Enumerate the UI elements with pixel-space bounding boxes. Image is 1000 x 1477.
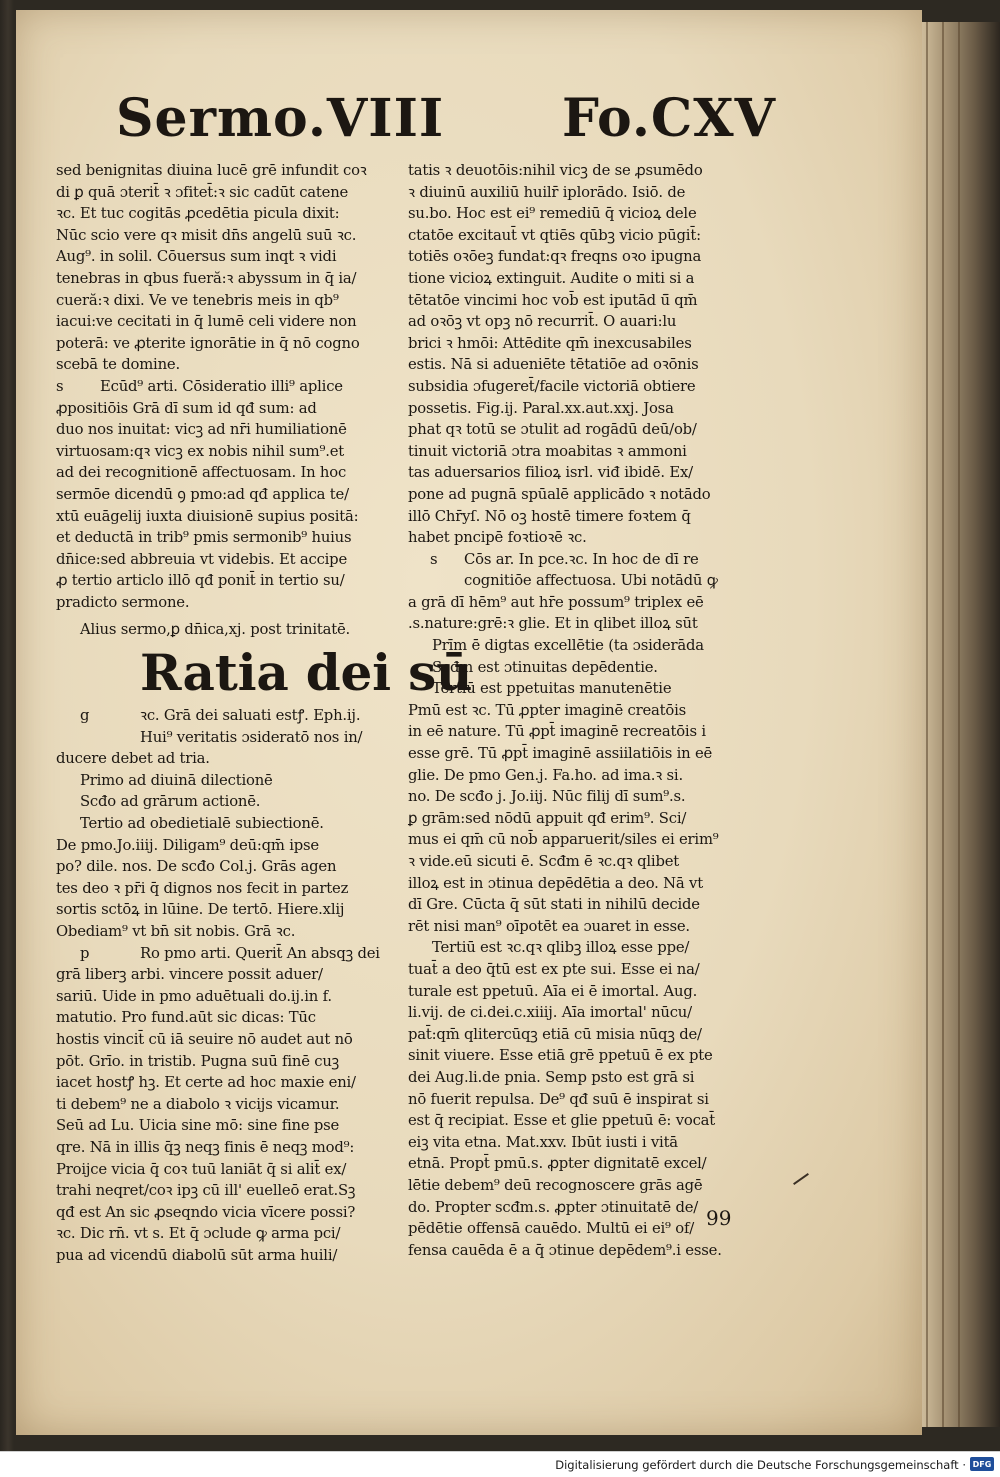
text-line: possetis. Fig.ij. Paral.xx.aut.xxj. Josa [408,399,674,417]
text-line: li.vij. de ci.dei.c.xiiij. Aīa imortal' nūcu/ [408,1004,692,1022]
text-line: sed benignitas diuina lucē grē infundit coꝛ [56,162,367,179]
folio-label: Fo.CXV [561,88,776,149]
text-line: eiꝫ vita etna. Mat.xxv. Ibūt iusti i vitā [408,1133,678,1151]
text-line: matutio. Pro fund.aūt sic dicas: Tūc [56,1009,316,1027]
text-line: ꝓ tertio articlo illō qđ ponit̄ in tertio su/ [56,572,345,590]
text-line: Obediam⁹ vt bn̄ sit nobis. Grā ꝛc. [56,923,296,940]
marginal-pen-stroke [793,1173,809,1185]
text-line: tuat̄ a deo q̄tū est ex pte sui. Esse ei na/ [408,960,700,978]
text-line: ꝛc. Grā dei saluati estꝭ. Eph.ij. [140,707,361,725]
list-item: Scđo ad grārum actionē. [80,793,261,811]
text-line: totiēs oꝛōeꝫ fundat:qꝛ freqns oꝛo ipugna [408,248,702,266]
text-line: ctatōe excitaut̄ vt qtiēs qūbꝫ vicio pūgit̄: [408,226,701,244]
page-edge-line [958,22,960,1427]
text-line: ꝛ vide.eū sicuti ē. Scđm ē ꝛc.qꝛ qlibet [408,853,680,870]
list-item: Prīm ē digtas excellētie (ta ɔsiderāda [432,637,704,655]
text-line: dei Aug.li.de pnia. Semp psto est grā si [408,1068,695,1086]
text-line: dī Gre. Cūcta q̄ sūt stati in nihilū decide [408,896,700,914]
text-line: sinit viuere. Esse etiā grē ppetuū ē ex pte [408,1047,713,1065]
text-line: poterā: ve ꝓterite ignorātie in q̄ nō cogno [56,334,360,352]
text-line: ꝛ diuinū auxiliū huilr̄ iplorādo. Isiō. de [408,183,686,201]
text-line: di ꝑ quā ɔterit̄ ꝛ ɔfitet̄:ꝛ sic cadūt catene [56,183,349,201]
text-line: turale est ppetuū. Aīa ei ē imortal. Aug. [408,982,698,1000]
text-line: mus ei qm̄ cū nob̄ apparuerit/siles ei erim⁹ [408,831,719,849]
text-line: ꝓpositiōis Grā dī sum id qđ sum: ad [56,399,317,417]
list-item: Tertio ad obedietialē subiectionē. [80,815,324,833]
text-line: pua ad vicendū diabolū sūt arma huili/ [56,1246,338,1264]
text-line: ꝛc. Et tuc cogitās ꝓcedētia picula dixit: [56,205,340,223]
text-line: Seū ad Lu. Uicia sine mō: sine fine pse [56,1117,340,1135]
text-line: phat qꝛ totū se ɔtulit ad rogādū deū/ob/ [408,421,697,439]
text-line: Nūc scio vere qꝛ misit dn̄s angelū suū ꝛc. [56,226,357,244]
section-line [56,376,418,398]
text-line: et deductā in trib⁹ pmis sermonib⁹ huius [56,529,352,547]
text-line: cueră:ꝛ dixi. Ve ve tenebris meis in qb⁹ [56,291,339,309]
text-line: tenebras in qbus fueră:ꝛ abyssum in q̄ ia/ [56,269,357,287]
text-line: pradicto sermone. [56,593,190,611]
page-edge-line [942,22,944,1427]
text-line: pat̄:qm̄ qlitercūqꝫ etiā cū misia nūqꝫ de/ [408,1025,702,1043]
text-line: Pmū est ꝛc. Tū ꝓpter imaginē creatōis [408,701,687,719]
text-line: grā liberꝫ arbi. vincere possit aduer/ [56,966,323,984]
text-line: tes deo ꝛ pr̄i q̄ dignos nos fecit in partez [56,879,349,897]
text-line: pōt. Grīo. in tristib. Pugna suū finē cuꝫ [56,1052,340,1070]
text-line: rēt nisi man⁹ oīpotēt ea ɔuaret in esse. [408,917,690,935]
text-line: De pmo.Jo.iiij. Diligam⁹ deū:qm̄ ipse [56,836,319,854]
list-item: Tertiū est ppetuitas manutenētie [432,680,672,698]
text-line: illoꝝ est in ɔtinua depēdētia a deo. Nā vt [408,874,703,892]
text-line: sermōe dicendū ꝯ pmo:ad qđ applica te/ [56,485,349,503]
text-line: cognitiōe affectuosa. Ubi notādū ꝙ [464,572,718,590]
section-marker: s [430,550,438,568]
book-page [16,10,922,1435]
text-line: Hui⁹ veritatis ɔsideratō nos in/ [140,728,363,746]
dfg-logo-icon: DFG [970,1457,994,1471]
text-line: ꝑ grām:sed nōdū appuit qđ erim⁹. Sci/ [408,809,687,827]
text-line: lētie debem⁹ deū recognoscere grās agē [408,1176,703,1194]
text-line: ducere debet ad tria. [56,750,210,768]
text-line: qđ est An sic ꝓseqndo vicia vīcere possi? [56,1203,356,1221]
section-line [408,549,770,571]
text-line: dn̄ice:sed abbreuia vt videbis. Et accipe [56,550,348,568]
text-line: habet pncipē foꝛtioꝛē ꝛc. [408,529,587,547]
text-line: trahi neqret/coꝛ ipꝫ cū ill' euelleō erat.Sꝫ [56,1182,356,1200]
text-line: virtuosam:qꝛ vicꝫ ex nobis nihil sum⁹.et [56,442,345,460]
text-line: tatis ꝛ deuotōis:nihil vicꝫ de se ꝓsumēdo [408,162,703,179]
text-line: xtū euāgelij iuxta diuisionē supius positā: [56,507,359,525]
text-line: tas aduersarios filioꝝ isrl. viđ ibidē. Ex/ [408,464,693,482]
text-line: po? dile. nos. De scđo Col.j. Grās agen [56,858,337,876]
section-marker: g [80,707,90,725]
page-content [16,10,922,1435]
page-edge-line [926,22,928,1427]
text-line: .s.nature:grē:ꝛ glie. Et in qlibet illoꝝ sūt [408,615,698,633]
right-column [408,160,770,1261]
text-line: sortis sctōꝝ in lūine. De tertō. Hiere.xlij [56,901,345,919]
text-line: ti debem⁹ ne a diabolo ꝛ vicijs vicamur. [56,1095,340,1113]
text-line: iacet hostꝭ hꝫ. Et certe ad hoc maxie eni/ [56,1074,356,1092]
section-marker: s [56,377,64,395]
text-line: subsidia ɔfugeret̄/facile victoriā obtiere [408,377,696,395]
list-item: Scđm est ɔtinuitas depēdentie. [432,658,658,676]
text-line: iacui:ve cecitati in q̄ lumē celi videre non [56,313,357,331]
text-line: hostis vincit̄ cū iā seuire nō audet aut nō [56,1030,353,1048]
text-line: nō fuerit repulsa. De⁹ qđ suū ē inspirat si [408,1090,709,1108]
text-line: sariū. Uide in pmo aduētuali do.ij.in f. [56,987,332,1005]
signature-mark: 99 [706,1206,732,1230]
text-line: duo nos inuitat: vicꝫ ad nr̄i humiliationē [56,421,347,439]
footer-bar [0,1451,1000,1477]
text-line: no. De scđo j. Jo.iij. Nūc filij dī sum⁹.s. [408,788,686,806]
left-column [56,160,473,1267]
text-line: illō Chr̄yſ. Nō oꝫ hostē timere foꝛtem q̄ [408,507,691,525]
text-line: glie. De pmo Gen.j. Fa.ho. ad ima.ꝛ si. [408,766,683,784]
text-line: Ro pmo arti. Querit̄ An absqꝫ dei [140,944,380,962]
text-line: su.bo. Hoc est ei⁹ remediū q̄ vicioꝝ dele [408,205,697,223]
text-line: Aug⁹. in solil. Cōuersus sum inqt ꝛ vidi [56,248,337,266]
text-line: Tertiū est ꝛc.qꝛ qlibꝫ illoꝝ esse ppe/ [432,939,690,957]
text-line: fensa cauēda ē a q̄ ɔtinue depēdem⁹.i esse. [408,1241,722,1259]
text-line: etnā. Propt̄ pmū.s. ꝓpter dignitatē excel/ [408,1155,707,1173]
text-line: brici ꝛ hmōi: Attēdite qm̄ inexcusabiles [408,334,692,352]
funding-credit: Digitalisierung gefördert durch die Deutsche Forschungsgemeinschaft · [555,1458,966,1472]
list-item: Primo ad diuinā dilectionē [80,771,273,789]
text-line: do. Propter scđm.s. ꝓpter ɔtinuitatē de/ [408,1198,699,1216]
text-line: scebā te domine. [56,356,180,374]
text-line: estis. Nā si adueniēte tētatiōe ad oꝛōnis [408,356,699,374]
text-line: ad oꝛōꝫ vt opꝫ nō recurrit̄. O auari:lu [408,313,677,331]
text-line: Cōs ar. In pce.ꝛc. In hoc de dī re [464,550,699,568]
sermon-heading-line: Alius sermo,ꝑ dn̄ica,xj. post trinitatē. [80,621,351,639]
text-line: esse grē. Tū ꝓpt̄ imaginē assiilatiōis in eē [408,745,713,763]
text-line: tione vicioꝝ extinguit. Audite o miti si a [408,269,695,287]
running-title: Sermo.VIII [116,88,445,149]
big-initial-heading: Ratia dei sū [140,643,473,703]
text-line: pone ad pugnā spūalē applicādo ꝛ notādo [408,485,711,503]
text-line: est q̄ recipiat. Esse et glie ppetuū ē: vocat̄ [408,1112,716,1130]
section-line [56,705,418,727]
text-line: ꝛc. Dic rn̄. vt s. Et q̄ ɔclude ꝙ arma pci/ [56,1225,341,1243]
text-line: a grā dī hēm⁹ aut hr̄e possum⁹ triplex eē [408,593,704,611]
section-line [56,943,418,965]
section-marker: p [80,944,90,962]
text-line: Proijce vicia q̄ coꝛ tuū laniāt q̄ si alit̄ ex/ [56,1160,347,1178]
text-line: in eē nature. Tū ꝓpt̄ imaginē recreatōis i [408,723,706,741]
text-line: tinuit victoriā ɔtra moabitas ꝛ ammoni [408,442,687,460]
text-line: pēdētie offensā cauēdo. Multū ei ei⁹ of/ [408,1220,695,1238]
text-line: ad dei recognitionē affectuosam. In hoc [56,464,347,482]
text-line: Ecūd⁹ arti. Cōsideratio illi⁹ aplice [100,377,343,395]
text-line: tētatōe vincimi hoc vob̄ est iputād ū̄ qm̄ [408,291,698,309]
text-line: qre. Nā in illis q̄ꝫ neqꝫ finis ē neqꝫ mod⁹: [56,1138,355,1156]
